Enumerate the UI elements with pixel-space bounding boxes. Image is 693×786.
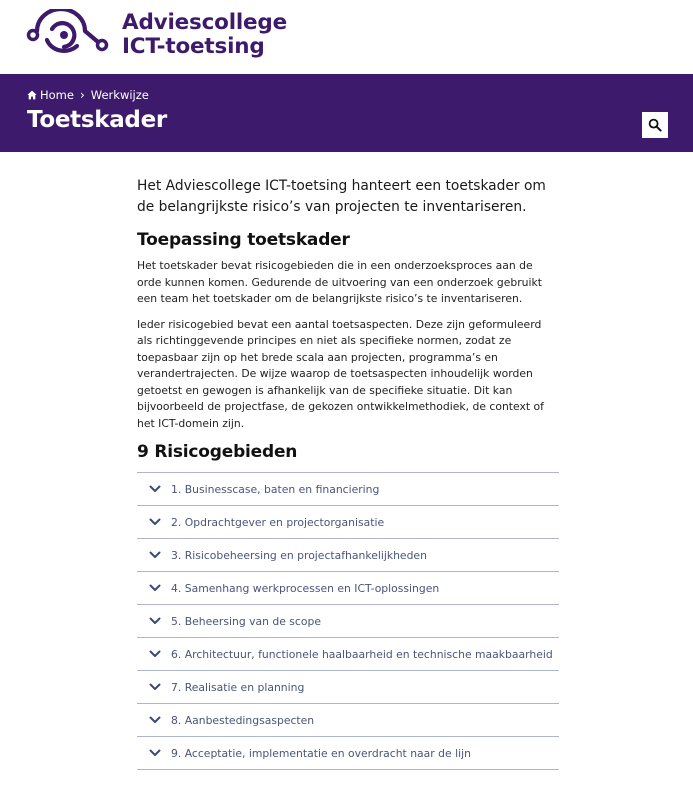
search-button[interactable]: [642, 112, 668, 138]
accordion-item-label: 5. Beheersing van de scope: [171, 614, 321, 628]
chevron-down-icon: [149, 551, 161, 559]
site-logo[interactable]: [26, 9, 287, 61]
heading-risicogebieden: 9 Risicogebieden: [137, 442, 298, 462]
accordion-item[interactable]: [137, 638, 559, 671]
chevron-down-icon: [149, 683, 161, 691]
chevron-down-icon: [149, 518, 161, 526]
logo-mark-icon: [26, 9, 110, 61]
accordion-item[interactable]: [137, 473, 559, 506]
breadcrumb: [27, 88, 149, 102]
chevron-down-icon: [149, 617, 161, 625]
accordion-item-label: 1. Businesscase, baten en financiering: [171, 482, 380, 496]
page-title: Toetskader: [27, 107, 167, 133]
page-hero: [0, 74, 693, 152]
accordion-item[interactable]: [137, 704, 559, 737]
breadcrumb-werkwijze[interactable]: Werkwijze: [90, 88, 149, 102]
home-icon: [27, 90, 37, 100]
accordion-item[interactable]: [137, 539, 559, 572]
accordion-item[interactable]: [137, 737, 559, 770]
heading-toepassing-toetskader: Toepassing toetskader: [137, 230, 350, 250]
paragraph-1: Het toetskader bevat risicogebieden die in een onderzoeksproces aan de orde kunnen komen. Gedurende de uitvoering van een onderzoek gebruikt een team het toetskader om de belangrijkste risico’s te inventariseren.: [137, 259, 542, 305]
intro-text: Het Adviescollege ICT-toetsing hanteert een toetskader om de belangrijkste risico’s van projecten te inventariseren.: [137, 178, 546, 215]
accordion-item-label: 6. Architectuur, functionele haalbaarheid en technische maakbaarheid: [171, 647, 553, 661]
accordion-item[interactable]: [137, 671, 559, 704]
paragraph-2: Ieder risicogebied bevat een aantal toetsaspecten. Deze zijn geformuleerd als richtinggevende principes en niet als specifieke normen, zodat ze toepasbaar zijn op het brede scala aan projecten, programma’s en verandertrajecten. De wijze waarop de toetsaspecten inhoudelijk worden getoetst en gewogen is afhankelijk van de specifieke situatie. Dit kan bijvoorbeeld de projectfase, de gekozen ontwikkelmethodiek, de context of het ICT-domein zijn.: [137, 317, 544, 430]
site-header: [0, 0, 693, 74]
chevron-down-icon: [149, 584, 161, 592]
site-logo-text: [122, 11, 287, 59]
chevron-down-icon: [149, 716, 161, 724]
chevron-right-icon: ›: [79, 88, 85, 102]
accordion-item-label: 8. Aanbestedingsaspecten: [171, 713, 315, 727]
chevron-down-icon: [149, 749, 161, 757]
chevron-down-icon: [149, 485, 161, 493]
chevron-down-icon: [149, 650, 161, 658]
main-content: [137, 176, 559, 786]
brand-line-2: ICT-toetsing: [122, 34, 265, 59]
risicogebieden-accordion: [137, 472, 559, 770]
accordion-item-label: 4. Samenhang werkprocessen en ICT-oplossingen: [171, 581, 440, 595]
accordion-item[interactable]: [137, 605, 559, 638]
accordion-item-label: 3. Risicobeheersing en projectafhankelijkheden: [171, 548, 427, 562]
accordion-item[interactable]: [137, 572, 559, 605]
brand-line-1: Adviescollege: [122, 10, 288, 35]
breadcrumb-home[interactable]: [27, 88, 74, 102]
search-icon: [648, 118, 662, 132]
accordion-item[interactable]: [137, 506, 559, 539]
accordion-item-label: 9. Acceptatie, implementatie en overdracht naar de lijn: [171, 746, 471, 760]
breadcrumb-home-label: Home: [40, 88, 74, 102]
accordion-item-label: 2. Opdrachtgever en projectorganisatie: [171, 515, 385, 529]
accordion-item-label: 7. Realisatie en planning: [171, 680, 305, 694]
